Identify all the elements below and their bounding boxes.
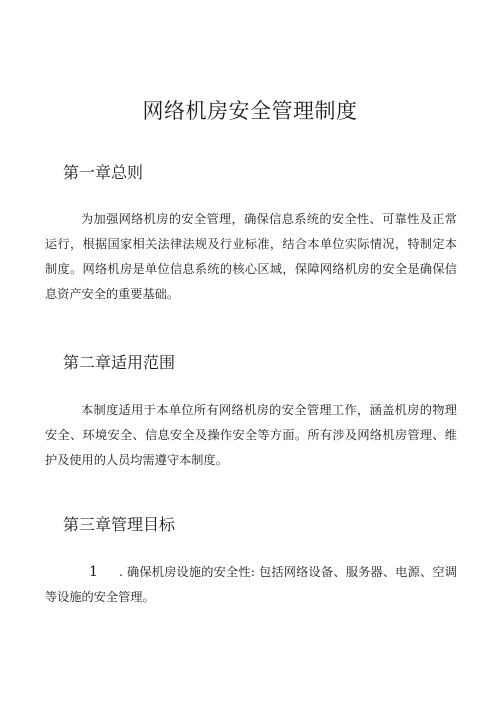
list-item-text: . 确保机房设施的安全性: 包括网络设备、服务器、电源、空调等设施的安全管理。 <box>45 565 457 604</box>
chapter-2-paragraph: 本制度适用于本单位所有网络机房的安全管理工作，涵盖机房的物理安全、环境安全、信息安全及操作安全等方面。所有涉及网络机房管理、维护及使用的人员均需遵守本制度。 <box>45 403 457 467</box>
chapter-2-heading: 第二章适用范围 <box>63 353 176 372</box>
list-item-number: 1 <box>89 564 98 580</box>
chapter-3-list-item <box>45 560 457 610</box>
chapter-1-heading: 第一章总则 <box>63 163 144 182</box>
document-title: 网络机房安全管理制度 <box>142 99 358 123</box>
chapter-1-paragraph: 为加强网络机房的安全管理，确保信息系统的安全性、可靠性及正常运行，根据国家相关法律法规及行业标准，结合本单位实际情况，特制定本制度。网络机房是单位信息系统的核心区域，保障网络机房的安全是确保信息资产安全的重要基础。 <box>45 212 457 301</box>
chapter-3-heading: 第三章管理目标 <box>63 515 176 534</box>
